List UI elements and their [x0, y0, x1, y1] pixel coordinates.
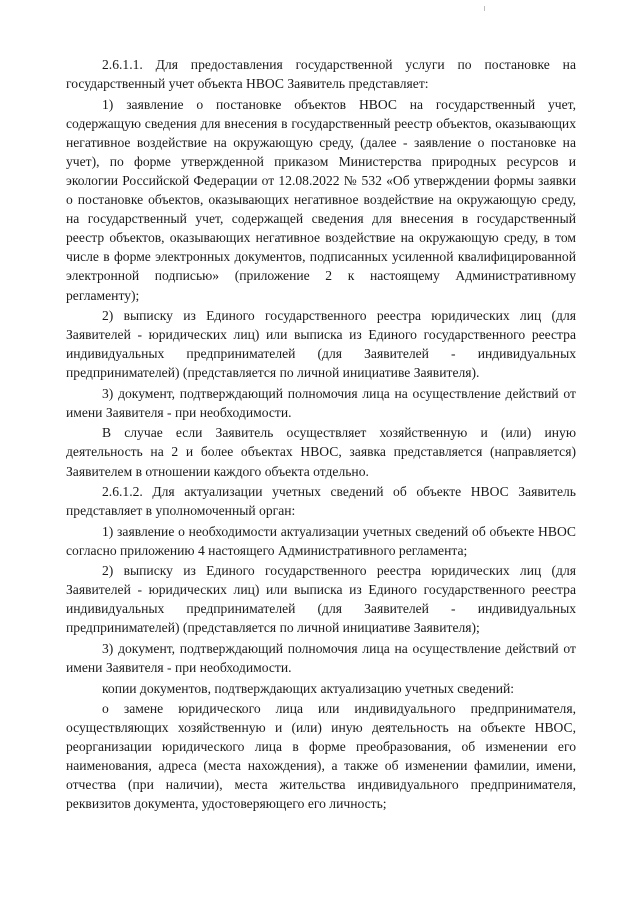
paragraph-update-item-2-register-extract: 2) выписку из Единого государственного реестра юридических лиц (для Заявителей - юридических лиц) или выписка из Единого государственного реестра индивидуальных предпринимателей (для Заявителей - индивидуальных предпринимателей) (представляется по личной инициативе Заявителя); [66, 563, 576, 636]
paragraph-item-3-authority-document: 3) документ, подтверждающий полномочия лица на осуществление действий от имени Заявителя - при необходимости. [66, 385, 576, 420]
paragraph-multiple-objects-note: В случае если Заявитель осуществляет хозяйственную и (или) иную деятельность на 2 и более объектах НВОС, заявка представляется (направляется) Заявителем в отношении каждого объекта отдельно. [66, 425, 576, 479]
paragraph-2-6-1-1-heading: 2.6.1.1. Для предоставления государственной услуги по постановке на государственный учет объекта НВОС Заявитель представляет: [66, 57, 576, 92]
scan-artifact [484, 6, 485, 11]
paragraph-update-item-1-application: 1) заявление о необходимости актуализации учетных сведений об объекте НВОС согласно приложению 4 настоящего Административного регламента; [66, 523, 576, 558]
document-body [66, 55, 576, 814]
paragraph-2-6-1-2-heading: 2.6.1.2. Для актуализации учетных сведений об объекте НВОС Заявитель представляет в уполномоченный орган: [66, 484, 576, 519]
paragraph-document-copies: копии документов, подтверждающих актуализацию учетных сведений: [102, 680, 515, 696]
paragraph-entity-replacement: о замене юридического лица или индивидуального предпринимателя, осуществляющих хозяйственную и (или) иную деятельность на объекте НВОС, реорганизации юридического лица в форме преобразования, об изменении его наименования, адреса (места нахождения), а также об изменении фамилии, имени, отчества (при наличии), места жительства индивидуального предпринимателя, реквизитов документа, удостоверяющего его личность; [66, 701, 576, 812]
paragraph-item-2-register-extract: 2) выписку из Единого государственного реестра юридических лиц (для Заявителей - юридических лиц) или выписка из Единого государственного реестра индивидуальных предпринимателей (для Заявителей - индивидуальных предпринимателей) (представляется по личной инициативе Заявителя). [66, 308, 576, 381]
paragraph-update-item-3-authority-document: 3) документ, подтверждающий полномочия лица на осуществление действий от имени Заявителя - при необходимости. [66, 640, 576, 676]
paragraph-item-1-application: 1) заявление о постановке объектов НВОС на государственный учет, содержащую сведения для внесения в государственный реестр объектов, оказывающих негативное воздействие на окружающую среду, (далее - заявление о постановке на учет), по форме утвержденной приказом Министерства природных ресурсов и экологии Российской Федерации от 12.08.2022 № 532 «Об утверждении формы заявки о постановке объектов, оказывающих негативное воздействие на окружающую среду, на государственный учет, содержащей сведения для внесения в государственный реестр объектов, оказывающих негативное воздействие на окружающую среду, в том числе в форме электронных документов, подписанных усиленной квалифицированной электронной подписью» (приложение 2 к настоящему Административному регламенту); [66, 96, 576, 303]
